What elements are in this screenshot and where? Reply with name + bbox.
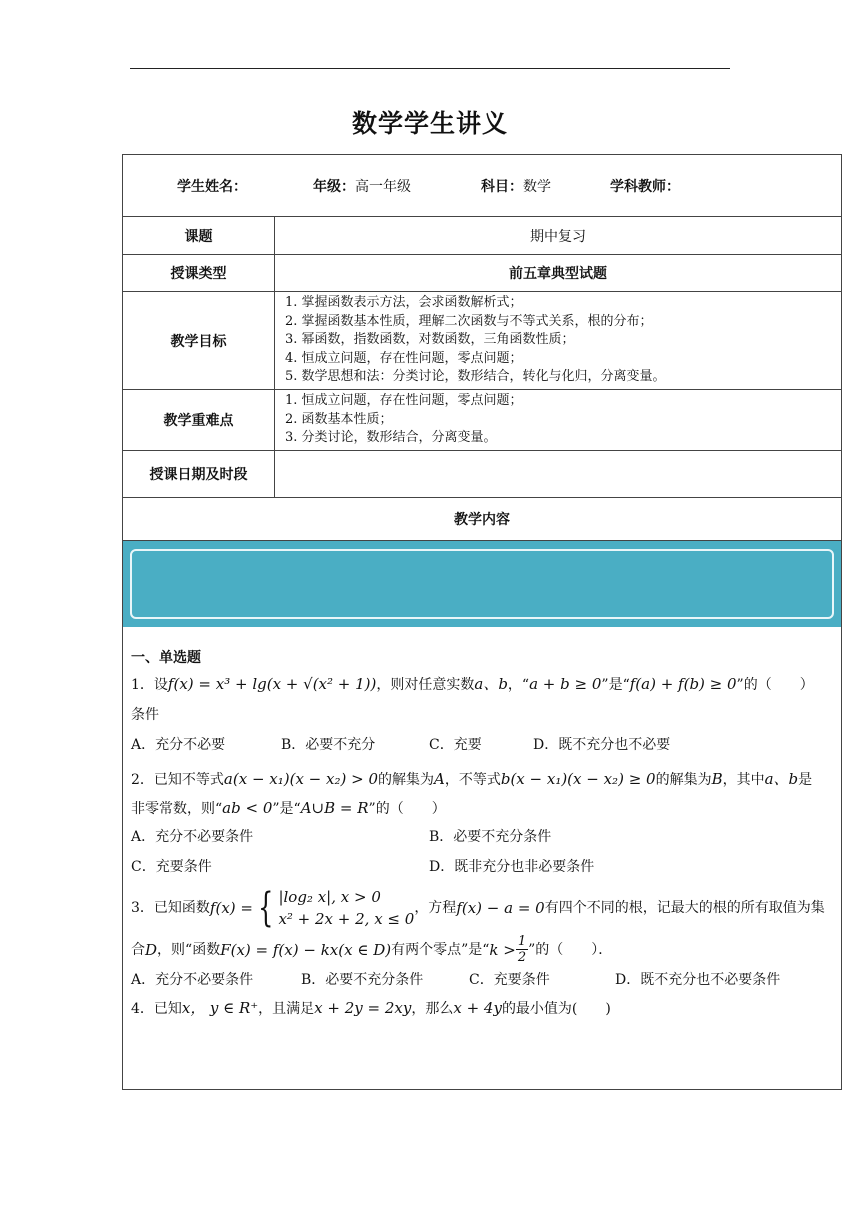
topic-row	[123, 217, 841, 255]
topic-label: 课题	[123, 217, 275, 254]
option: A．充分不必要	[131, 737, 226, 753]
date-row	[123, 451, 841, 498]
lesson-table	[122, 154, 842, 1090]
question-2: 2．已知不等式a(x − x₁)(x − x₂) > 0的解集为A，不等式b(x − x₁)(x − x₂) ≥ 0的解集为B，其中a、b是	[131, 770, 813, 788]
q1-function: f(x) = x³ + lg(x + √(x² + 1))	[167, 675, 377, 693]
date-value	[275, 451, 841, 497]
goals-list	[275, 292, 841, 389]
focus-item: 3. 分类讨论，数形结合，分离变量。	[285, 430, 497, 445]
option: C．充要条件	[469, 972, 550, 988]
focus-item: 1. 恒成立问题，存在性问题，零点问题；	[285, 393, 523, 408]
teacher-label: 学科教师：	[610, 178, 680, 195]
goal-item: 1. 掌握函数表示方法，会求函数解析式；	[285, 295, 523, 310]
piecewise-definition: { |log₂ x|, x > 0 x² + 2x + 2, x ≤ 0	[258, 885, 415, 931]
student-info-row	[123, 155, 841, 217]
banner-frame	[130, 549, 834, 619]
student-name-label: 学生姓名：	[177, 178, 247, 195]
goals-row	[123, 292, 841, 390]
q2-options-row-2	[131, 856, 835, 878]
goal-item: 4. 恒成立问题，存在性问题，零点问题；	[285, 350, 523, 366]
questions	[131, 647, 835, 1020]
q1-options	[131, 734, 835, 756]
goals-label: 教学目标	[123, 292, 275, 389]
option: B．必要不充分条件	[301, 972, 424, 988]
goal-item: 5. 数学思想和法：分类讨论，数形结合，转化与化归，分离变量。	[285, 369, 666, 384]
option: D．既不充分也不必要	[533, 737, 671, 753]
header-rule	[130, 68, 730, 69]
focus-label: 教学重难点	[123, 390, 275, 450]
option: C．充要条件	[131, 859, 212, 875]
q2-continuation: 非零常数，则“ab < 0”是“A∪B = R”的（ ）	[131, 799, 446, 817]
grade-field: 年级：高一年级	[313, 178, 411, 195]
type-value: 前五章典型试题	[509, 266, 607, 282]
fraction-one-half: $\frac{1}{2}$	[517, 934, 527, 965]
question-3: 3．已知函数 f(x) = { |log₂ x|, x > 0 x² + 2x + 2, x ≤ 0 ，方程 f(x) − a = 0 有四个不同的根，记最大的根的所有取值为集	[131, 885, 825, 931]
option: C．充要	[429, 737, 482, 753]
option: B．必要不充分条件	[429, 829, 552, 845]
subject-field: 科目：数学	[481, 178, 551, 195]
focus-row	[123, 390, 841, 451]
q2-options-row-1	[131, 826, 835, 848]
grade-value: 高一年级	[355, 178, 411, 195]
option: D．既不充分也不必要条件	[615, 972, 781, 988]
subject-value: 数学	[523, 178, 551, 195]
type-label: 授课类型	[123, 255, 275, 291]
section-heading: 一、单选题	[131, 650, 201, 666]
question-1: 1．设f(x) = x³ + lg(x + √(x² + 1))，则对任意实数a、b，“a + b ≥ 0”是“f(a) + f(b) ≥ 0”的（ ）	[131, 675, 814, 693]
type-row	[123, 255, 841, 292]
focus-item: 2. 函数基本性质；	[285, 411, 393, 427]
q3-continuation: 合 D ，则“函数 F(x) = f(x) − kx(x ∈ D) 有两个零点”是“ k > $\frac{1}{2}$ ”的（ ）．	[131, 934, 613, 965]
q1-continuation: 条件	[131, 707, 159, 723]
q3-options	[131, 969, 835, 991]
date-label: 授课日期及时段	[123, 451, 275, 497]
goal-item: 2. 掌握函数基本性质，理解二次函数与不等式关系，根的分布；	[285, 313, 653, 329]
case-1: |log₂ x|, x > 0	[278, 888, 381, 906]
content-header: 教学内容	[454, 512, 510, 528]
section-banner	[123, 541, 841, 627]
question-4: 4．已知x， y ∈ R⁺，且满足x + 2y = 2xy，那么x + 4y的最小值为( )	[131, 999, 611, 1017]
option: A．充分不必要条件	[131, 829, 254, 845]
topic-value: 期中复习	[530, 228, 586, 245]
page-title: 数学学生讲义	[351, 109, 508, 138]
content-header-row	[123, 498, 841, 541]
option: D．既非充分也非必要条件	[429, 859, 595, 875]
goal-item: 3. 幂函数，指数函数，对数函数，三角函数性质；	[285, 332, 575, 347]
case-2: x² + 2x + 2, x ≤ 0	[278, 910, 415, 928]
option: A．充分不必要条件	[131, 972, 254, 988]
focus-list	[275, 390, 841, 450]
option: B．必要不充分	[281, 737, 376, 753]
